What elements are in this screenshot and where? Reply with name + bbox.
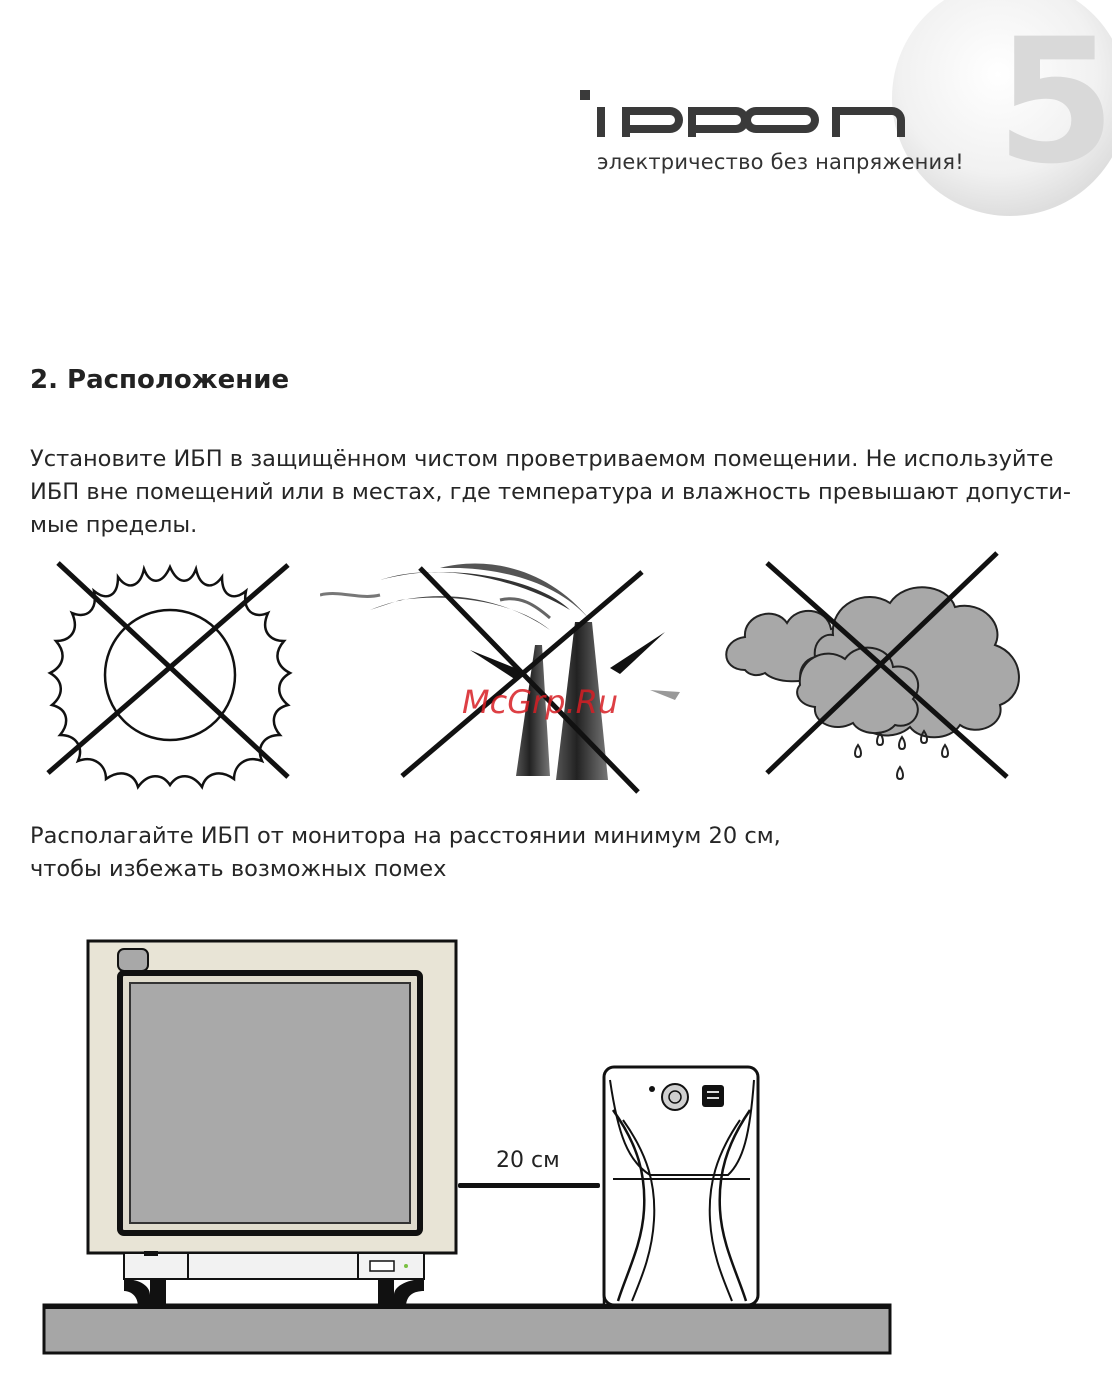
factory-smoke-prohibited-icon xyxy=(320,550,690,800)
paragraph-line: ИБП вне помещений или в местах, где температура и влажность превышают допусти- xyxy=(30,479,1072,505)
rain-cloud-prohibited-icon xyxy=(715,545,1035,795)
shelf xyxy=(44,1305,890,1353)
distance-line xyxy=(458,1183,600,1188)
brand-logo xyxy=(580,90,930,140)
paragraph-line: мые пределы. xyxy=(30,512,198,538)
placement-instructions xyxy=(30,443,1090,542)
paragraph-line: Установите ИБП в защищённом чистом проветриваемом помещении. Не используйте xyxy=(30,446,1054,472)
monitor-ups-diagram xyxy=(38,935,898,1360)
sun-prohibited-icon xyxy=(40,555,300,795)
ups-unit xyxy=(604,1067,758,1305)
paragraph-line: Располагайте ИБП от монитора на расстоянии минимум 20 см, xyxy=(30,823,781,849)
page-number: 5 xyxy=(996,1,1112,202)
section-heading: 2. Расположение xyxy=(30,365,290,395)
watermark: McGrp.Ru xyxy=(462,683,619,721)
paragraph-line: чтобы избежать возможных помех xyxy=(30,856,447,882)
monitor xyxy=(88,941,456,1307)
distance-label: 20 см xyxy=(496,1148,560,1173)
distance-instructions xyxy=(30,820,930,886)
brand-tagline: электричество без напряжения! xyxy=(597,150,964,174)
